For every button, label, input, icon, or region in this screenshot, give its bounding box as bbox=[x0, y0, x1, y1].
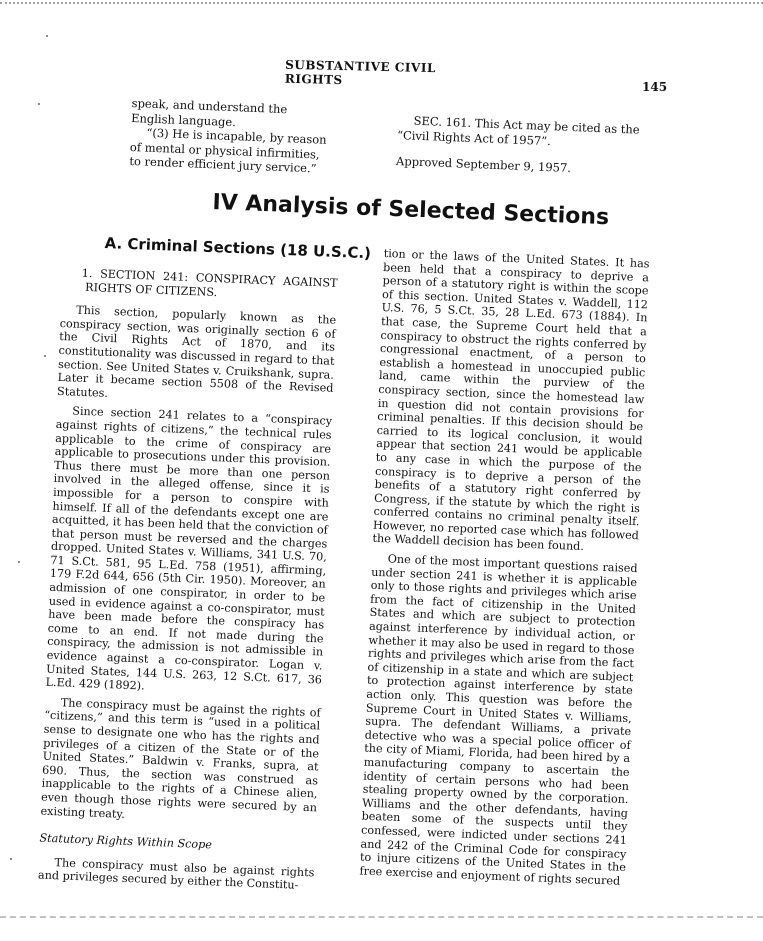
scan-edge-top bbox=[0, 2, 763, 6]
paragraph: tion or the laws of the United States. It has been held that a conspiracy to deprive a person of a statutory right is within the scope of this section. United States v. Waddell, 112 U.S. 76, 5 S.Ct. 35, 28 L.Ed. 673 (1884). In that case, the Supreme Court held that a conspiracy to obstruct the rights conferred by congressional enactment, of a person to establish a homestead in unoccupied public land, came within the purview of the conspiracy section, since the homestead law in question did not contain provisions for criminal penalties. If this decision should be carried to its logical conclusion, it would appear that section 241 would be applicable to any case in which the purpose of the conspiracy is to deprive a person of the benefits of a statutory right conferred by Congress, if the statute by which the right is conferred contains no criminal penalty itself. However, no reported case which has followed the Waddell decision has been found. bbox=[372, 247, 650, 554]
subheading-statutory-rights: Statutory Rights Within Scope bbox=[39, 831, 213, 852]
paragraph: Since section 241 relates to a “conspiracy against rights of citizens,” the technical rules applicable to the crime of conspiracy are applicable to prosecutions under this provision. Thus there must be more than one person involved in the alleged offense, since it is impossible for a person to conspire with himself. If all of the defendants except one are acquitted, it has been held that the conviction of that person must be reversed and the charges dropped. United States v. Williams, 341 U.S. 70, 71 S.Ct. 581, 95 L.Ed. 758 (1951), affirming, 179 F.2d 644, 656 (5th Cir. 1950). Moreover, an admission of one conspirator, in order to be used in evidence against a co-conspirator, must have been made before the conspiracy has come to an end. If not made during the conspiracy, the admission is not admissible in evidence against a co-conspirator. Logan v. United States, 144 U.S. 263, 12 S.Ct. 617, 36 L.Ed. 429 (1892). bbox=[45, 404, 333, 693]
paragraph: This section, popularly known as the conspiracy section, was originally section 6 of the Civil Rights Act of 1870, and its constitutionality was discussed in regard to that section. See United States v. Cruikshank, supra. Later it became section 5508 of the Revised Statutes. bbox=[56, 303, 337, 400]
page-number: 145 bbox=[642, 80, 668, 94]
left-column bbox=[38, 266, 338, 893]
paragraph: The conspiracy must be against the rights of “citizens,” and this term is “used in a political sense to designate one who has the rights and privileges of a citizen of the State or of the United States.” Baldwin v. Franks, supra, at 690. Thus, the section was construed as inapplicable to the rights of a Chinese alien, even though those rights were secured by an existing treaty. bbox=[40, 696, 321, 821]
paragraph: One of the most important questions raised under section 241 is whether it is applicable only to those rights and privileges which arise from the fact of citizenship in the United States and which are subject to protection against interference by individual action, or whether it may also be used in regard to those rights and privileges which arise from the fact of citizenship in a state and which are subject to protection against interference by state action only. This question was before the Supreme Court in United States v. Williams, supra. The defendant Williams, a private detective who was a special police officer of the city of Miami, Florida, had been hired by a manufacturing company to ascertain the identity of certain persons who had been stealing property owned by the corporation. Williams and the other defendants, having beaten some of the suspects until they confessed, were indicted under sections 241 and 242 of the Criminal Code for conspiracy to injure citizens of the United States in the free exercise and enjoyment of rights secured bbox=[359, 552, 638, 888]
statute-section-161 bbox=[396, 113, 648, 178]
statute-text-continued bbox=[129, 96, 332, 176]
right-column bbox=[359, 247, 650, 888]
paragraph: The conspiracy must also be against rights and privileges secured by either the Constitu- bbox=[37, 855, 315, 893]
section-heading: IV Analysis of Selected Sections bbox=[212, 190, 610, 231]
running-head: SUBSTANTIVE CIVIL RIGHTS bbox=[284, 57, 437, 88]
statute-line-1: speak, and understand the English language. bbox=[130, 96, 288, 129]
approval-date: Approved September 9, 1957. bbox=[395, 153, 572, 175]
item-heading: 1. SECTION 241: CONSPIRACY AGAINST RIGHTS OF CITIZENS. bbox=[81, 266, 338, 299]
sec-161-text: SEC. 161. This Act may be cited as the “Civil Rights Act of 1957”. bbox=[396, 113, 640, 148]
scan-edge-bottom bbox=[0, 916, 763, 920]
subsection-heading: A. Criminal Sections (18 U.S.C.) bbox=[104, 234, 372, 263]
statute-line-2: “(3) He is incapable, by reason of mental or physical infirmities, to render efficient jury service.” bbox=[129, 125, 327, 176]
